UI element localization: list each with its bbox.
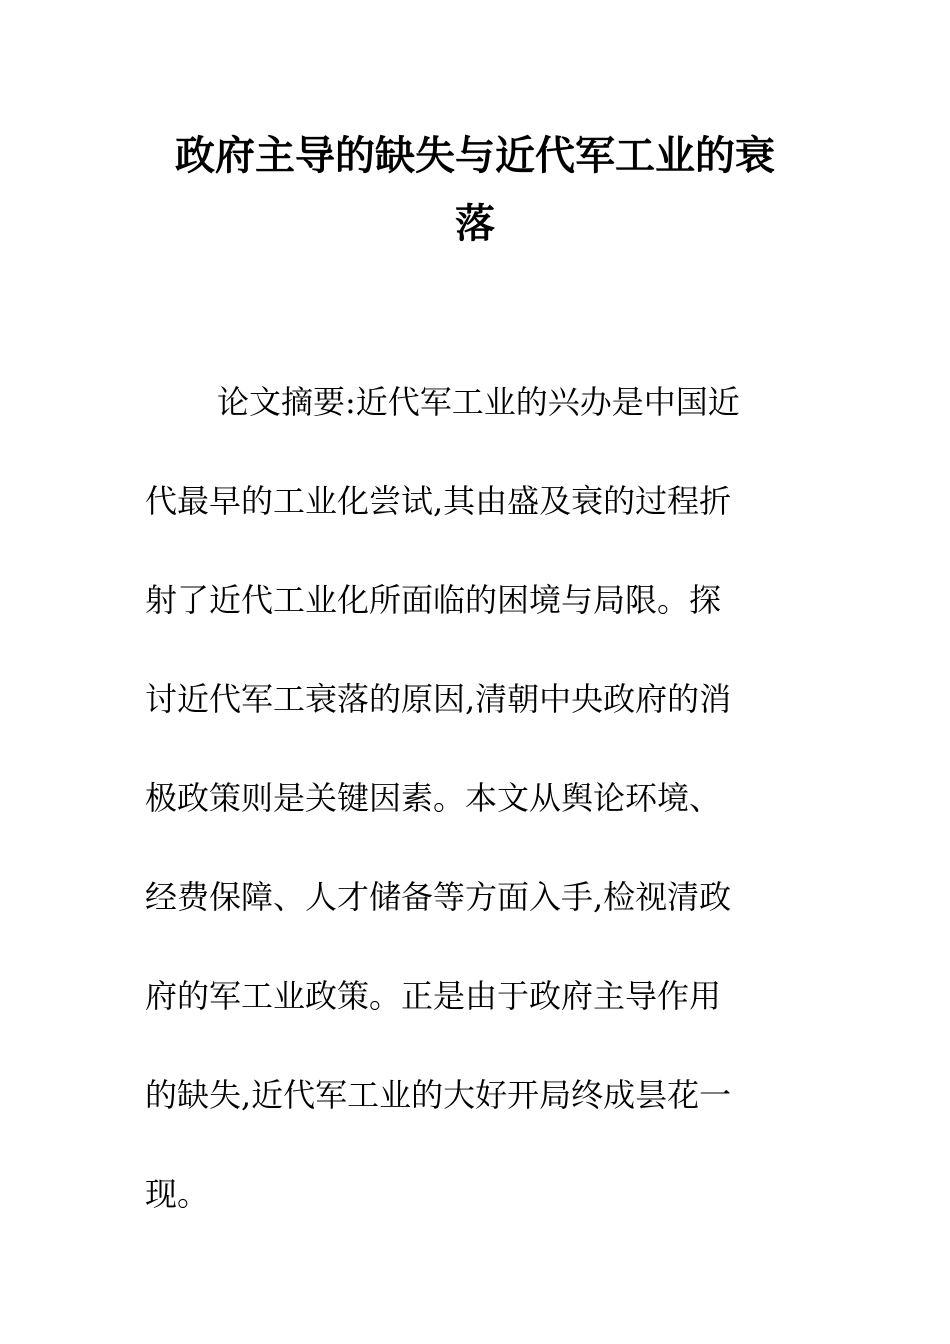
document-title [150, 122, 800, 258]
abstract-line: 府的军工业政策。正是由于政府主导作用 [145, 977, 722, 1015]
abstract-line: 论文摘要:近代军工业的兴办是中国近 [217, 383, 740, 421]
abstract-line: 的缺失,近代军工业的大好开局终成昙花一 [145, 1076, 732, 1114]
abstract-paragraph [145, 364, 805, 1255]
abstract-line: 极政策则是关键因素。本文从舆论环境、 [145, 779, 722, 817]
abstract-line: 代最早的工业化尝试,其由盛及衰的过程折 [145, 482, 732, 520]
abstract-line: 射了近代工业化所面临的困境与局限。探 [145, 581, 722, 619]
abstract-line: 讨近代军工衰落的原因,清朝中央政府的消 [145, 680, 732, 718]
title-line: 政府主导的缺失与近代军工业的衰 [175, 132, 775, 179]
abstract-line: 现。 [145, 1175, 210, 1213]
abstract-line: 经费保障、人才储备等方面入手,检视清政 [145, 878, 732, 916]
title-line: 落 [455, 200, 495, 247]
